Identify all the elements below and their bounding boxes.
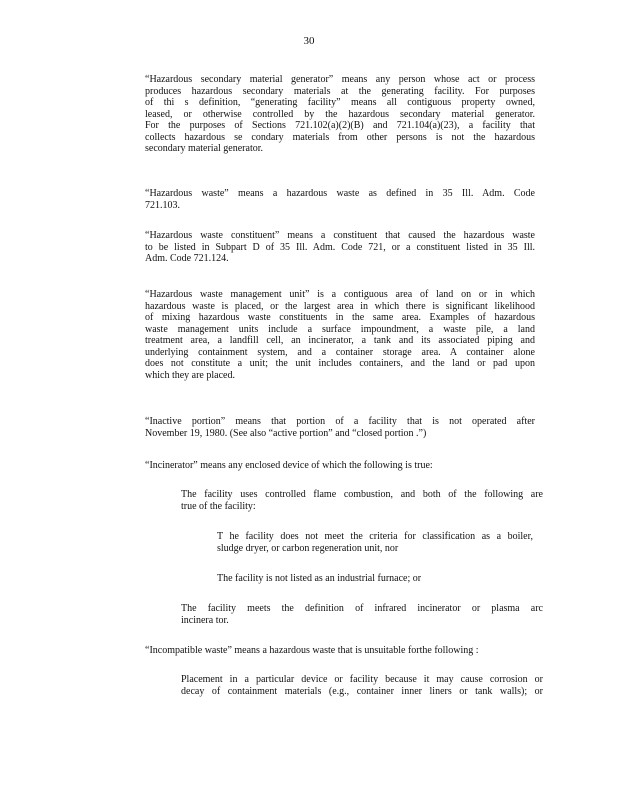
- text-line: of mixing hazardous waste constituents in the same area. Examples of hazardous: [145, 312, 535, 323]
- text-line: “Incompatible waste” means a hazardous waste that is unsuitable forthe following :: [145, 645, 479, 656]
- text-line: underlying containment system, and a container storage area. A container alone: [145, 346, 535, 358]
- text-line: sludge dryer, or carbon regeneration unit, nor: [217, 542, 399, 554]
- text-line: true of the facility:: [181, 500, 256, 512]
- text-line: “Inactive portion” means that portion of a facility that is not operated after: [145, 416, 535, 427]
- text-line: Placement in a particular device or facility because it may cause corrosion or: [181, 674, 543, 685]
- text-line: which they are placed.: [145, 369, 235, 381]
- text-line: collects hazardous se condary materials from other persons is not the hazardous: [145, 131, 535, 143]
- definition-inactive-portion: [145, 416, 535, 439]
- text-line: Adm. Code 721.124.: [145, 253, 229, 264]
- incinerator-subsection-a-ii: [217, 573, 533, 585]
- text-line: November 19, 1980. (See also “active portion” and “closed portion .”): [145, 427, 427, 439]
- definition-hazardous-waste-constituent: [145, 230, 535, 265]
- text-line: secondary material generator.: [145, 143, 263, 154]
- text-line: does not constitute a unit; the unit includes containers, and the land or pad upon: [145, 358, 535, 369]
- definition-incinerator: [145, 460, 535, 472]
- incinerator-subsection-a-i: [217, 531, 533, 554]
- text-line: leased, or otherwise controlled by the hazardous secondary material generator.: [145, 108, 535, 120]
- text-line: T he facility does not meet the criteria for classification as a boiler,: [217, 531, 533, 542]
- text-line: hazardous waste is placed, or the largest area in which there is significant likelihood: [145, 300, 535, 312]
- text-line: treatment area, a landfill cell, an incinerator, a tank and its associated piping and: [145, 335, 535, 346]
- incompatible-waste-subsection-a: [181, 674, 543, 697]
- incinerator-subsection-a: [181, 489, 543, 512]
- text-line: The facility meets the definition of infrared incinerator or plasma arc: [181, 603, 543, 614]
- incinerator-subsection-b: [181, 603, 543, 626]
- text-line: incinera tor.: [181, 614, 229, 626]
- text-line: The facility is not listed as an industrial furnace; or: [217, 573, 422, 584]
- text-line: “Incinerator” means any enclosed device of which the following is true:: [145, 460, 433, 471]
- definition-hazardous-waste-management-unit: [145, 289, 535, 381]
- text-line: to be listed in Subpart D of 35 Ill. Adm. Code 721, or a constituent listed in 35 Ill.: [145, 241, 535, 253]
- text-line: “Hazardous waste” means a hazardous waste as defined in 35 Ill. Adm. Code: [145, 188, 535, 199]
- text-line: waste management units include a surface impoundment, a waste pile, a land: [145, 323, 535, 335]
- text-line: produces hazardous secondary materials at the generating facility. For purposes: [145, 85, 535, 97]
- text-line: decay of containment materials (e.g., container inner liners or tank walls); or: [181, 685, 543, 697]
- text-line: For the purposes of Sections 721.102(a)(2)(B) and 721.104(a)(23), a facility that: [145, 120, 535, 131]
- text-line: “Hazardous waste management unit” is a contiguous area of land on or in which: [145, 289, 535, 300]
- text-line: of thi s definition, “generating facility” means all contiguous property owned,: [145, 97, 535, 108]
- text-line: 721.103.: [145, 199, 180, 211]
- definition-hazardous-secondary-material-generator: [145, 74, 535, 155]
- text-line: “Hazardous waste constituent” means a constituent that caused the hazardous waste: [145, 230, 535, 241]
- text-line: “Hazardous secondary material generator” means any person whose act or process: [145, 74, 535, 85]
- text-line: The facility uses controlled flame combustion, and both of the following are: [181, 489, 543, 500]
- definition-incompatible-waste: [145, 645, 535, 657]
- definition-hazardous-waste: [145, 188, 535, 211]
- page-number: 30: [303, 35, 315, 47]
